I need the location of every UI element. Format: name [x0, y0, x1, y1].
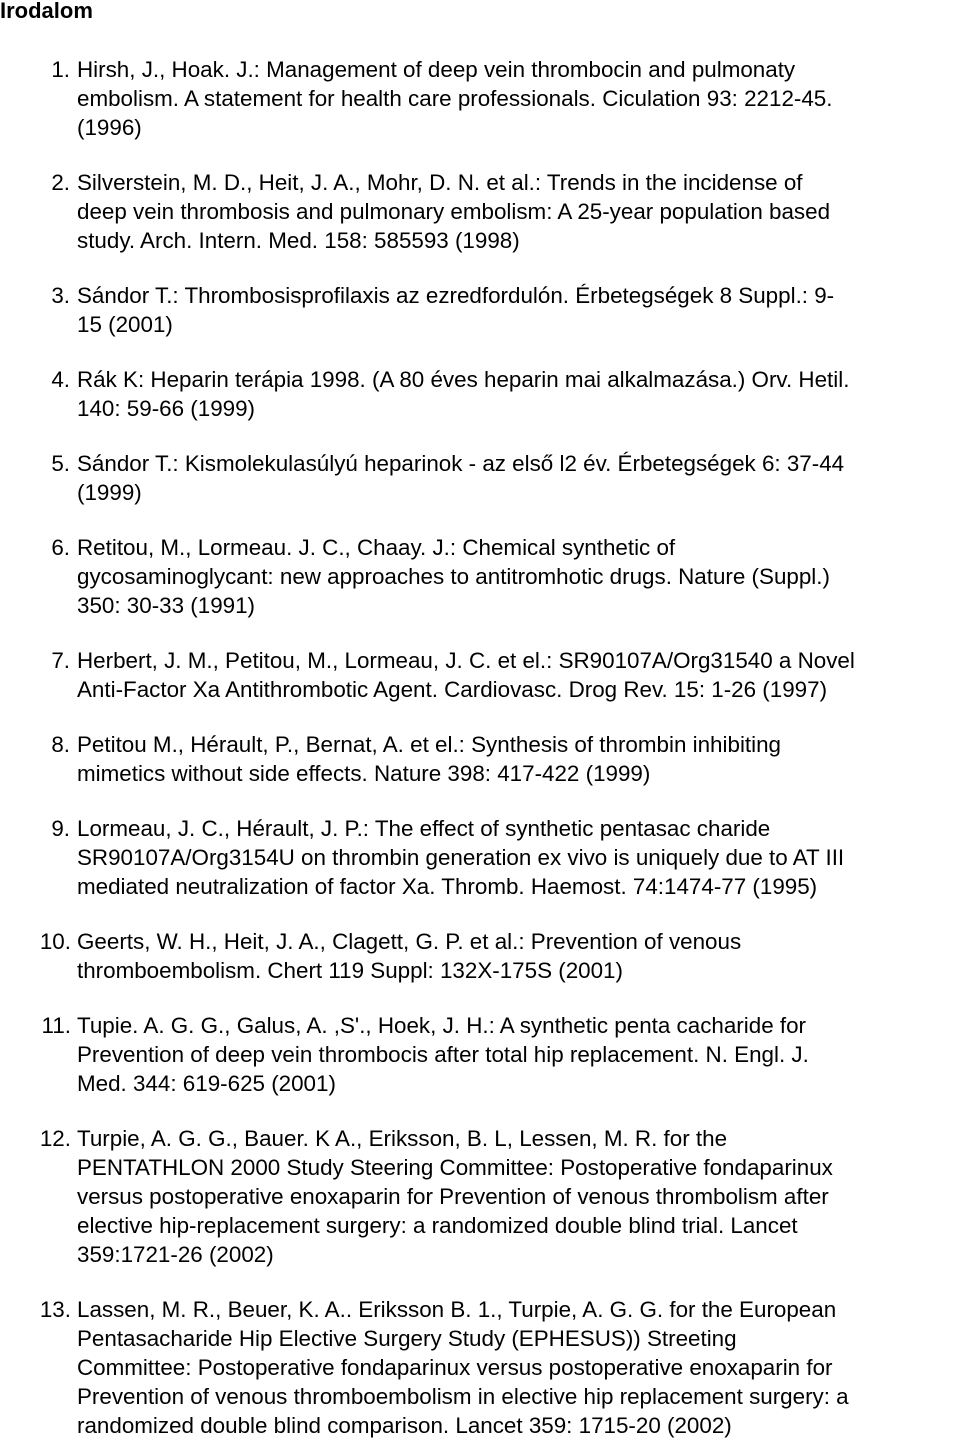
reference-line: Sándor T.: Thrombosisprofilaxis az ezredfordulón. Érbetegségek 8 Suppl.: 9-: [77, 283, 835, 308]
reference-text: [77, 365, 960, 423]
reference-line: Committee: Postoperative fondaparinux versus postoperative enoxaparin for: [77, 1355, 833, 1380]
reference-number: 6.: [51, 535, 70, 560]
reference-line: PENTATHLON 2000 Study Steering Committee: Postoperative fondaparinux: [77, 1155, 833, 1180]
reference-number: 7.: [51, 648, 70, 673]
reference-line: (1996): [77, 115, 142, 140]
reference-line: 15 (2001): [77, 312, 173, 337]
reference-line: Tupie. A. G. G., Galus, A. ,S'., Hoek, J. H.: A synthetic penta cacharide for: [77, 1013, 806, 1038]
reference-text: [77, 55, 960, 142]
reference-line: Petitou M., Hérault, P., Bernat, A. et el.: Synthesis of thrombin inhibiting: [77, 732, 782, 757]
reference-line: thromboembolism. Chert 119 Suppl: 132X-175S (2001): [77, 958, 623, 983]
reference-line: Lormeau, J. C., Hérault, J. P.: The effect of synthetic pentasac charide: [77, 816, 771, 841]
reference-number: 2.: [51, 170, 70, 195]
reference-line: Silverstein, M. D., Heit, J. A., Mohr, D. N. et al.: Trends in the incidense of: [77, 170, 803, 195]
reference-line: 359:1721-26 (2002): [77, 1242, 274, 1267]
reference-text: [77, 533, 960, 620]
reference-line: Pentasacharide Hip Elective Surgery Study (EPHESUS)) Streeting: [77, 1326, 737, 1351]
reference-number: 5.: [51, 451, 70, 476]
reference-line: SR90107A/Org3154U on thrombin generation ex vivo is uniquely due to AT III: [77, 845, 845, 870]
reference-text: [77, 927, 960, 985]
reference-line: mediated neutralization of factor Xa. Thromb. Haemost. 74:1474-77 (1995): [77, 874, 818, 899]
reference-line: Retitou, M., Lormeau. J. C., Chaay. J.: Chemical synthetic of: [77, 535, 676, 560]
reference-line: gycosaminoglycant: new approaches to antitromhotic drugs. Nature (Suppl.): [77, 564, 830, 589]
reference-text: [77, 1295, 960, 1440]
reference-number: 3.: [51, 283, 70, 308]
reference-number: 10.: [39, 929, 71, 954]
reference-line: elective hip-replacement surgery: a randomized double blind trial. Lancet: [77, 1213, 798, 1238]
reference-text: [77, 646, 960, 704]
reference-number: 1.: [51, 57, 70, 82]
reference-line: Prevention of deep vein thrombocis after total hip replacement. N. Engl. J.: [77, 1042, 809, 1067]
reference-line: embolism. A statement for health care professionals. Ciculation 93: 2212-45.: [77, 86, 833, 111]
reference-line: Geerts, W. H., Heit, J. A., Clagett, G. P. et al.: Prevention of venous: [77, 929, 742, 954]
reference-text: [77, 281, 960, 339]
reference-line: study. Arch. Intern. Med. 158: 585593 (1998): [77, 228, 520, 253]
reference-line: Hirsh, J., Hoak. J.: Management of deep vein thrombocin and pulmonaty: [77, 57, 796, 82]
reference-number: 9.: [51, 816, 70, 841]
reference-number: 11.: [41, 1013, 71, 1038]
reference-line: 350: 30-33 (1991): [77, 593, 256, 618]
reference-line: Turpie, A. G. G., Bauer. K A., Eriksson, B. L, Lessen, M. R. for the: [77, 1126, 728, 1151]
reference-line: versus postoperative enoxaparin for Prevention of venous thrombolism after: [77, 1184, 829, 1209]
reference-number: 4.: [51, 367, 70, 392]
reference-line: Herbert, J. M., Petitou, M., Lormeau, J. C. et el.: SR90107A/Org31540 a Novel: [77, 648, 855, 673]
reference-line: 140: 59-66 (1999): [77, 396, 256, 421]
reference-text: [77, 1124, 960, 1269]
reference-text: [77, 168, 960, 255]
reference-line: deep vein thrombosis and pulmonary embolism: A 25-year population based: [77, 199, 831, 224]
reference-number: 13.: [39, 1297, 71, 1322]
reference-text: [77, 730, 960, 788]
reference-line: Sándor T.: Kismolekulasúlyú heparinok - az első l2 év. Érbetegségek 6: 37-44: [77, 451, 845, 476]
reference-line: Lassen, M. R., Beuer, K. A.. Eriksson B. 1., Turpie, A. G. G. for the European: [77, 1297, 837, 1322]
reference-text: [77, 449, 960, 507]
reference-line: Anti-Factor Xa Antithrombotic Agent. Cardiovasc. Drog Rev. 15: 1-26 (1997): [77, 677, 828, 702]
reference-line: (1999): [77, 480, 142, 505]
reference-line: Med. 344: 619-625 (2001): [77, 1071, 336, 1096]
reference-number: 12.: [39, 1126, 71, 1151]
page-title: Irodalom: [0, 0, 93, 23]
reference-line: randomized double blind comparison. Lancet 359: 1715-20 (2002): [77, 1413, 732, 1438]
reference-text: [77, 814, 960, 901]
reference-number: 8.: [51, 732, 70, 757]
reference-line: mimetics without side effects. Nature 398: 417-422 (1999): [77, 761, 651, 786]
reference-line: Rák K: Heparin terápia 1998. (A 80 éves heparin mai alkalmazása.) Orv. Hetil.: [77, 367, 850, 392]
reference-text: [77, 1011, 960, 1098]
reference-line: Prevention of venous thromboembolism in elective hip replacement surgery: a: [77, 1384, 849, 1409]
